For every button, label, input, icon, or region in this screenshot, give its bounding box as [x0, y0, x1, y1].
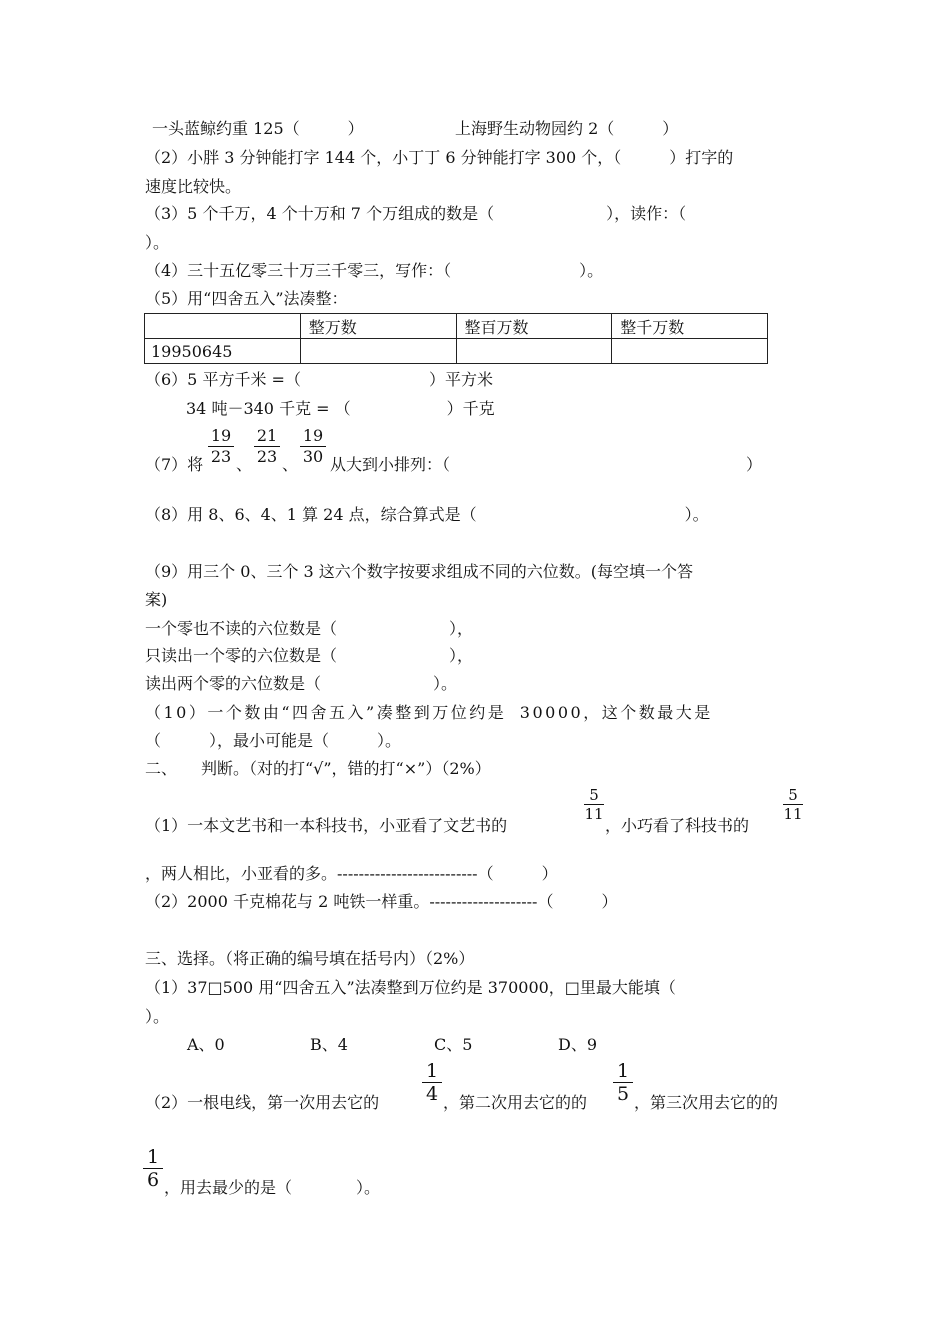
q5-title: （5）用“四舍五入”法凑整： [145, 289, 348, 308]
fraction-numerator: 19 [300, 427, 326, 447]
fraction-numerator: 5 [783, 786, 803, 805]
fraction-1-4 [422, 1060, 442, 1105]
fraction-numerator: 1 [613, 1060, 633, 1083]
fraction-21-23 [254, 427, 280, 466]
fraction-1-6 [143, 1146, 163, 1191]
fraction-numerator: 5 [584, 786, 604, 805]
q3-line1: （3）5 个千万，4 个十万和 7 个万组成的数是（ ），读作：（ [145, 204, 687, 223]
q2-line2: 速度比较快。 [145, 177, 242, 196]
section2-title: 二、 判断。（对的打“√”，错的打“×”）（2%） [145, 759, 491, 778]
section3-title: 三、选择。（将正确的编号填在括号内）（2%） [145, 949, 475, 968]
table-header-cell [145, 314, 301, 339]
q7-sep1: 、 [236, 455, 253, 474]
section2-item1-mid: ，小巧看了科技书的 [605, 816, 750, 835]
q1-whale-text: 一头蓝鲸约重 125（ ） [152, 119, 364, 138]
option-b: B、4 [310, 1035, 348, 1054]
fraction-denominator: 11 [783, 805, 803, 823]
q8-text: （8）用 8、6、4、1 算 24 点，综合算式是（ ）。 [145, 505, 709, 524]
table-cell-answer [456, 339, 612, 364]
table-header-cell: 整千万数 [612, 314, 768, 339]
option-c: C、5 [434, 1035, 473, 1054]
q6-line1: （6）5 平方千米 =（ ）平方米 [145, 370, 493, 389]
fraction-denominator: 23 [210, 447, 232, 466]
table-header-cell: 整百万数 [456, 314, 612, 339]
section3-item2-prefix: （2）一根电线，第一次用去它的 [145, 1093, 380, 1112]
section3-item1-line1: （1）37□500 用“四舍五入”法凑整到万位约是 370000，□里最大能填（ [145, 978, 676, 997]
fraction-numerator: 1 [422, 1060, 442, 1083]
section2-item1-line2: ，两人相比，小亚看的多。--------------------------（ ） [145, 864, 558, 883]
q10-line1: （10）一个数由“四舍五入”凑整到万位约是 30000，这个数最大是 [145, 703, 713, 722]
fraction-denominator: 30 [302, 447, 324, 466]
q4-text: （4）三十五亿零三十万三千零三，写作：（ ）。 [145, 261, 604, 280]
q1-zoo-text: 上海野生动物园约 2（ ） [455, 119, 679, 138]
fraction-19-30 [300, 427, 326, 466]
fraction-denominator: 6 [146, 1169, 160, 1191]
fraction-denominator: 11 [584, 805, 604, 823]
q2-line1: （2）小胖 3 分钟能打字 144 个，小丁丁 6 分钟能打字 300 个，（ ）打字的 [145, 148, 734, 167]
option-d: D、9 [558, 1035, 598, 1054]
table-row [145, 339, 768, 364]
section3-item1-line2: ）。 [145, 1007, 170, 1026]
fraction-denominator: 23 [256, 447, 278, 466]
q10-line2: （ ），最小可能是（ ）。 [145, 731, 402, 750]
section2-item2: （2）2000 千克棉花与 2 吨铁一样重。--------------------（ ） [145, 892, 618, 911]
q9-a: 一个零也不读的六位数是（ ）， [145, 619, 474, 638]
q9-line1: （9）用三个 0、三个 3 这六个数字按要求组成不同的六位数。(每空填一个答 [145, 562, 694, 581]
q7-sep2: 、 [282, 455, 299, 474]
fraction-5-11 [783, 786, 803, 823]
fraction-numerator: 21 [254, 427, 280, 447]
section3-item2-mid2: ，第三次用去它的的 [634, 1093, 779, 1112]
section2-item1-text: （1）一本文艺书和一本科技书，小亚看了文艺书的 [145, 816, 508, 835]
table-cell-answer [612, 339, 768, 364]
q3-line2: ）。 [145, 233, 170, 252]
fraction-1-5 [613, 1060, 633, 1105]
table-cell-number: 19950645 [145, 339, 301, 364]
q7-suffix: 从大到小排列：（ [330, 455, 451, 474]
fraction-numerator: 1 [143, 1146, 163, 1169]
fraction-19-23 [208, 427, 234, 466]
table-header-row [145, 314, 768, 339]
q9-b: 只读出一个零的六位数是（ ）， [145, 646, 474, 665]
section3-item2-mid1: ，第二次用去它的的 [443, 1093, 588, 1112]
rounding-table [144, 313, 768, 364]
fraction-denominator: 4 [425, 1083, 439, 1105]
section3-item2-tail: ，用去最少的是（ ）。 [164, 1178, 381, 1197]
q7-close: ） [746, 455, 763, 474]
fraction-5-11 [584, 786, 604, 823]
fraction-numerator: 19 [208, 427, 234, 447]
q9-line2: 案) [145, 590, 168, 609]
fraction-denominator: 5 [616, 1083, 630, 1105]
q6-line2: 34 吨－340 千克 = （ ）千克 [186, 399, 495, 418]
q7-prefix: （7）将 [145, 455, 204, 474]
q9-c: 读出两个零的六位数是（ ）。 [145, 674, 458, 693]
option-a: A、0 [187, 1035, 225, 1054]
table-cell-answer [300, 339, 456, 364]
table-header-cell: 整万数 [300, 314, 456, 339]
